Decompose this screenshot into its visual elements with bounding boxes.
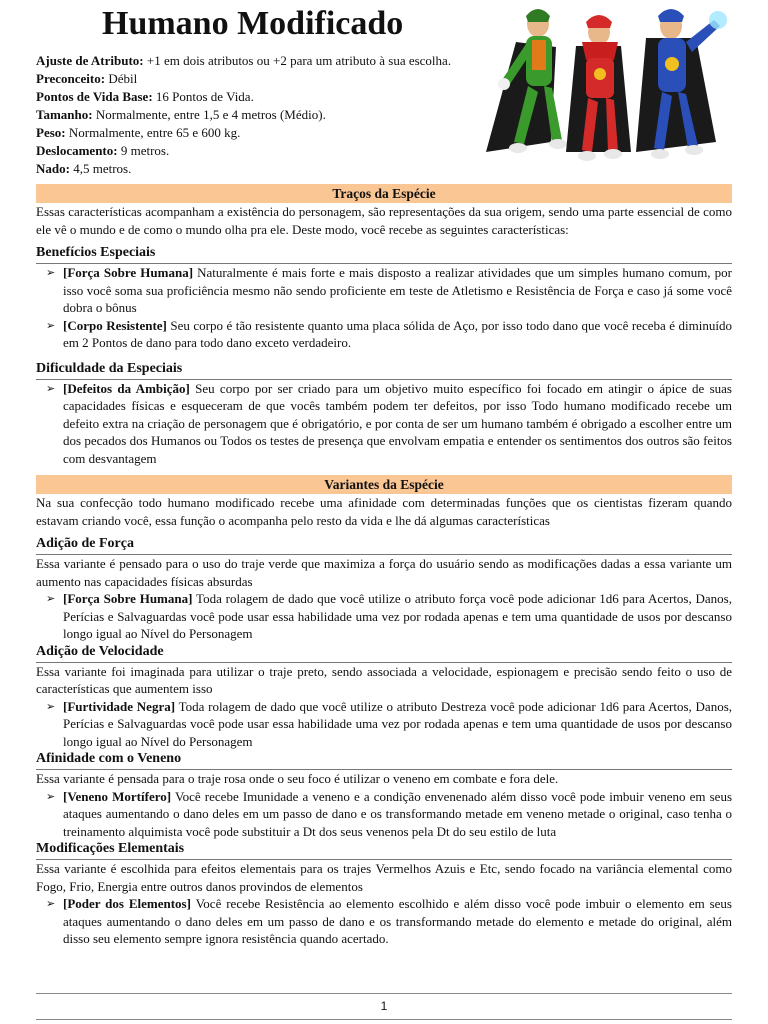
trait-name: [Força Sobre Humana] (63, 265, 194, 280)
blue-suit-character (636, 9, 727, 159)
trait-text: Naturalmente é mais forte e mais disposto a realizar atividades que um simples humano comum, por isso você soma sua proficiência mesmo não sendo proficiente em teste de Atletismo e Resistência de Força e caso já some você dobra o bônus (63, 265, 732, 315)
trait-text: Seu corpo é tão resistente quanto uma placa sólida de Aço, por isso todo dano que você receba é diminuído em 2 Pontos de dano para todo dano exceto verdadeiro. (63, 317, 732, 350)
section-band-tracos: Traços da Espécie (36, 184, 732, 203)
footer-divider (36, 1019, 732, 1020)
page-footer (36, 993, 732, 1013)
arrowhead-bullet-icon: ➢ (46, 699, 56, 713)
list-item (36, 264, 732, 317)
stat-label: Peso: (36, 125, 66, 140)
list-item (36, 380, 732, 468)
variant-list (36, 590, 732, 643)
stat-line (36, 106, 496, 124)
page-number: 1 (380, 999, 388, 1013)
stat-label: Ajuste de Atributo: (36, 53, 144, 68)
section-band-variantes: Variantes da Espécie (36, 475, 732, 494)
arrowhead-bullet-icon: ➢ (46, 318, 56, 332)
variant-heading: Adição de Força (36, 535, 732, 555)
trait-text: Seu corpo por ser criado para um objetivo muito específico foi focado em atingir o ápice de suas capacidades físicas e esqueceram de que vocês também podem ter defeitos, por isso Todo humano modificado recebe um defeito extra na criação de personagem que é obrigatório, e por conta de ser um humano também é obrigado a escolher entre um dos pecados dos Humanos ou Todos os testes de presença que envolvam empatia e entender os sentimentos dos outros são feitos com desvantagem (63, 380, 732, 466)
arrowhead-bullet-icon: ➢ (46, 592, 56, 605)
stat-line (36, 88, 496, 106)
page-title: Humano Modificado (102, 5, 404, 42)
red-suit-character (566, 15, 631, 161)
stat-label: Preconceito: (36, 71, 106, 86)
stat-value: 4,5 metros. (69, 161, 132, 176)
stat-block (36, 52, 496, 178)
stat-line (36, 124, 496, 142)
stat-value: 16 Pontos de Vida. (152, 89, 254, 104)
variant-text: Essa variante foi imaginada para utilizar o traje preto, sendo associada a velocidade, espionagem e precisão sendo feito o uso de características que aumentem isso (36, 663, 732, 696)
tracos-intro: Essas características acompanham a existência do personagem, são representações da sua origem, sendo uma parte essencial de como ele vê o mundo e de como o mundo olha pra ele. Deste modo, você recebe as seguintes características: (36, 204, 732, 237)
variantes-intro: Na sua confecção todo humano modificado recebe uma afinidade com determinadas funções que os cientistas fizeram quando estavam criando você, essa função o acompanha pelo resto da vida e lhe dá algumas características (36, 495, 732, 528)
dificuldade-heading: Dificuldade da Especiais (36, 360, 732, 380)
arrowhead-bullet-icon: ➢ (46, 897, 56, 910)
trait-text: Você recebe Resistência ao elemento escolhido e além disso você pode imbuir o elemento em seus ataques aumentando o dano deles em um passo de dano e os transformando metade do elemento e metade do original, além disso seu elemento sempre ignora resistência quando acertado. (63, 896, 732, 946)
trait-name: [Defeitos da Ambição] (63, 380, 190, 396)
stat-value: Normalmente, entre 65 e 600 kg. (65, 125, 241, 140)
arrowhead-bullet-icon: ➢ (46, 789, 56, 803)
trait-text: Toda rolagem de dado que você utilize o atributo Destreza você pode adicionar 1d6 para Acertos, Danos, Perícias e Salvaguardas você pode usar essa habilidade uma vez por rodada apenas e tem uma quantidade de usos por descanso longo igual ao Nível do Personagem (63, 698, 733, 749)
stat-value: Normalmente, entre 1,5 e 4 metros (Médio). (92, 107, 326, 122)
variant-text: Essa variante é pensado para o uso do traje verde que maximiza a força do usuário sendo as modificações dadas a essa variante um aumento nas capacidades físicas absurdas (36, 556, 732, 589)
variant-heading: Adição de Velocidade (36, 643, 732, 663)
list-item (36, 788, 732, 841)
trait-name: [Corpo Resistente] (63, 317, 167, 333)
stat-line (36, 70, 496, 88)
character-illustration (456, 2, 736, 172)
beneficios-list (36, 264, 732, 352)
stat-line (36, 160, 496, 178)
stat-line (36, 52, 496, 70)
arrowhead-bullet-icon: ➢ (46, 381, 56, 395)
stat-label: Deslocamento: (36, 143, 118, 158)
content-flow (36, 184, 732, 948)
variant-heading: Afinidade com o Veneno (36, 750, 732, 770)
stat-value: 9 metros. (117, 143, 170, 158)
trait-text: Toda rolagem de dado que você utilize o atributo força você pode adicionar 1d6 para Acertos, Danos, Perícias e Salvaguardas você pode usar essa habilidade uma vez por rodada apenas e tem uma quantidade de usos por descanso longo igual ao Nível do Personagem (63, 591, 732, 641)
trait-name: [Poder dos Elementos] (63, 896, 191, 911)
variant-list (36, 895, 732, 948)
list-item (36, 317, 732, 352)
trait-name: [Furtividade Negra] (63, 698, 176, 714)
variant-text: Essa variante é escolhida para efeitos elementais para os trajes Vermelhos Azuis e Etc, sendo focado na variância elemental como Fogo, Frio, Energia entre outros danos provindos de elementos (36, 861, 732, 894)
list-item (36, 698, 732, 751)
trait-name: [Força Sobre Humana] (63, 591, 193, 606)
green-suit-character (486, 9, 567, 153)
variant-text: Essa variante é pensada para o traje rosa onde o seu foco é utilizar o veneno em combate e fora dele. (36, 771, 559, 786)
stat-value: Débil (105, 71, 138, 86)
list-item (36, 895, 732, 948)
arrowhead-bullet-icon: ➢ (46, 266, 56, 279)
variant-heading: Modificações Elementais (36, 840, 732, 860)
stat-label: Nado: (36, 161, 70, 176)
beneficios-heading: Benefícios Especiais (36, 244, 732, 264)
stat-label: Tamanho: (36, 107, 93, 122)
variant-list (36, 698, 732, 751)
trait-text: Você recebe Imunidade a veneno e a condição envenenado além disso você pode imbuir veneno em seus ataques aumentando o dano deles em um passo de dano e os transformando metade em veneno metade o original, caso tenha o treinamento alquimista você pode substituir a Dt dos seus venenos pela Dt do seu estilo de luta (63, 788, 732, 839)
stat-line (36, 142, 496, 160)
list-item (36, 590, 732, 643)
trait-name: [Veneno Mortífero] (63, 788, 172, 804)
variant-list (36, 788, 732, 841)
stat-value: +1 em dois atributos ou +2 para um atributo à sua escolha. (143, 53, 452, 68)
dificuldade-list (36, 380, 732, 468)
stat-label: Pontos de Vida Base: (36, 89, 153, 104)
